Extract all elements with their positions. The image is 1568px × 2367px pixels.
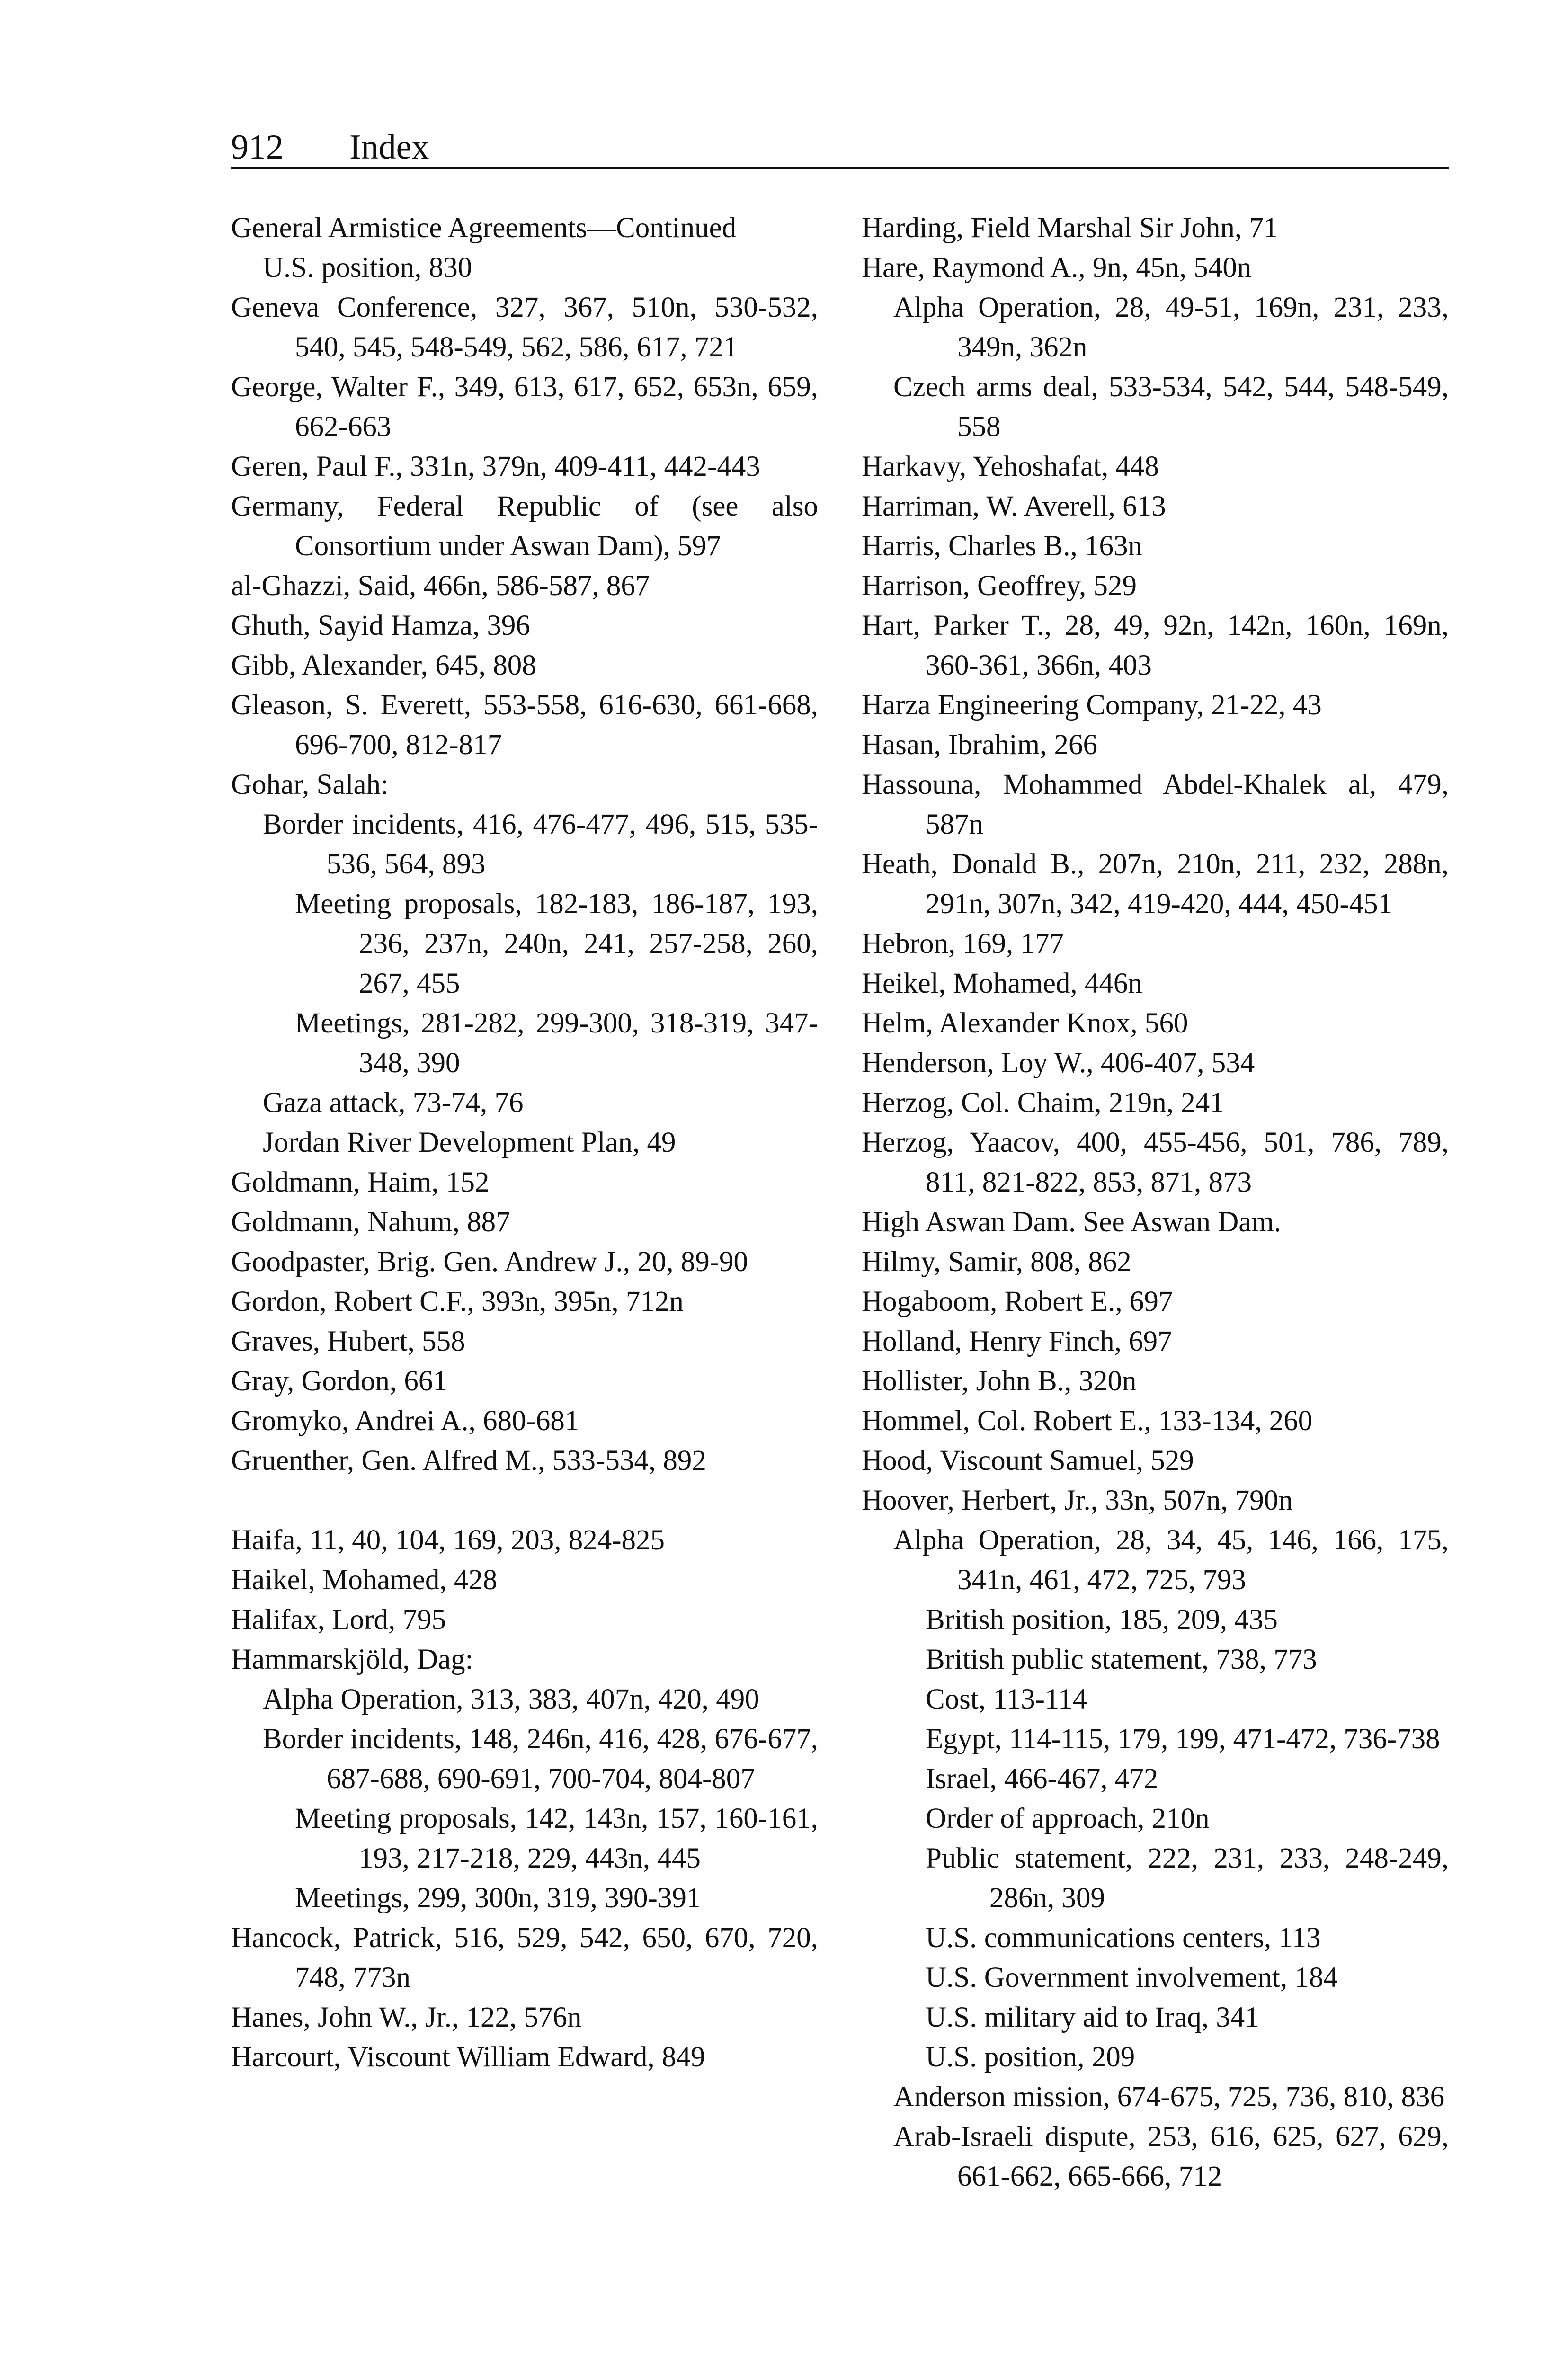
running-header	[231, 124, 1449, 169]
index-entry: Henderson, Loy W., 406-407, 534	[862, 1047, 1255, 1079]
index-entry: Gibb, Alexander, 645, 808	[231, 650, 536, 681]
index-entry: Ghuth, Sayid Hamza, 396	[231, 610, 530, 641]
index-entry: Harding, Field Marshal Sir John, 71	[862, 212, 1278, 244]
index-entry: British position, 185, 209, 435	[926, 1604, 1278, 1636]
index-entry: Public statement, 222, 231, 233, 248-249, 286n, 309	[926, 1842, 1449, 1914]
index-entry: Hebron, 169, 177	[862, 928, 1064, 960]
index-entry: Hammarskjöld, Dag:	[231, 1644, 473, 1675]
index-entry: Harrison, Geoffrey, 529	[862, 570, 1137, 602]
index-entry: Halifax, Lord, 795	[231, 1604, 446, 1636]
index-entry: Heath, Donald B., 207n, 210n, 211, 232, 288n, 291n, 307n, 342, 419-420, 444, 450-451	[862, 848, 1449, 920]
index-entry: Hare, Raymond A., 9n, 45n, 540n	[862, 252, 1252, 284]
page-title: Index	[349, 128, 429, 167]
index-entry: Gaza attack, 73-74, 76	[263, 1087, 524, 1119]
index-entry: Herzog, Col. Chaim, 219n, 241	[862, 1087, 1224, 1119]
index-entry: George, Walter F., 349, 613, 617, 652, 653n, 659, 662-663	[231, 371, 818, 443]
index-entry: Gray, Gordon, 661	[231, 1365, 447, 1397]
index-entry: Gruenther, Gen. Alfred M., 533-534, 892	[231, 1445, 706, 1477]
index-entry: Gordon, Robert C.F., 393n, 395n, 712n	[231, 1286, 684, 1317]
index-column-left	[231, 208, 818, 2077]
index-entry: Border incidents, 416, 476-477, 496, 515, 535-536, 564, 893	[263, 809, 818, 880]
index-entry: Hancock, Patrick, 516, 529, 542, 650, 670, 720, 748, 773n	[231, 1922, 818, 1993]
index-entry: Hood, Viscount Samuel, 529	[862, 1445, 1194, 1477]
index-entry: Border incidents, 148, 246n, 416, 428, 676-677, 687-688, 690-691, 700-704, 804-807	[263, 1723, 818, 1795]
index-entry: Egypt, 114-115, 179, 199, 471-472, 736-738	[926, 1723, 1440, 1755]
index-entry: Jordan River Development Plan, 49	[263, 1127, 676, 1158]
index-entry: High Aswan Dam. See Aswan Dam.	[862, 1206, 1282, 1238]
index-entry: Harriman, W. Averell, 613	[862, 490, 1166, 522]
index-entry: Harcourt, Viscount William Edward, 849	[231, 2041, 705, 2073]
index-entry: British public statement, 738, 773	[926, 1644, 1317, 1675]
index-entry: Goldmann, Nahum, 887	[231, 1206, 510, 1238]
index-entry: Hollister, John B., 320n	[862, 1365, 1137, 1397]
index-entry: Germany, Federal Republic of (see also Consortium under Aswan Dam), 597	[231, 490, 818, 562]
index-entry: U.S. position, 830	[263, 252, 472, 284]
index-entry: Gohar, Salah:	[231, 769, 389, 801]
index-column-right	[862, 208, 1449, 2197]
index-entry: Anderson mission, 674-675, 725, 736, 810, 836	[893, 2081, 1445, 2113]
index-entry: Heikel, Mohamed, 446n	[862, 968, 1142, 999]
index-entry: al-Ghazzi, Said, 466n, 586-587, 867	[231, 570, 650, 602]
index-entry: Haifa, 11, 40, 104, 169, 203, 824-825	[231, 1524, 665, 1556]
index-entry: Gromyko, Andrei A., 680-681	[231, 1405, 579, 1437]
index-entry: Graves, Hubert, 558	[231, 1326, 465, 1357]
index-entry: Hassouna, Mohammed Abdel-Khalek al, 479, 587n	[862, 769, 1449, 840]
index-entry: Alpha Operation, 28, 34, 45, 146, 166, 175, 341n, 461, 472, 725, 793	[893, 1524, 1449, 1596]
index-entry: Herzog, Yaacov, 400, 455-456, 501, 786, 789, 811, 821-822, 853, 871, 873	[862, 1127, 1449, 1198]
index-entry: Meeting proposals, 142, 143n, 157, 160-161, 193, 217-218, 229, 443n, 445	[295, 1803, 818, 1874]
index-entry: Hasan, Ibrahim, 266	[862, 729, 1098, 761]
index-entry: Harkavy, Yehoshafat, 448	[862, 451, 1159, 482]
index-entry: U.S. military aid to Iraq, 341	[926, 2002, 1259, 2033]
index-entry: Hoover, Herbert, Jr., 33n, 507n, 790n	[862, 1485, 1293, 1516]
index-entry: Cost, 113-114	[926, 1683, 1087, 1715]
index-entry: U.S. position, 209	[926, 2041, 1135, 2073]
index-entry: Holland, Henry Finch, 697	[862, 1326, 1172, 1357]
index-entry: Harris, Charles B., 163n	[862, 530, 1142, 562]
index-entry: Hart, Parker T., 28, 49, 92n, 142n, 160n, 169n, 360-361, 366n, 403	[862, 610, 1449, 681]
page-number: 912	[231, 128, 284, 167]
index-entry: Hogaboom, Robert E., 697	[862, 1286, 1173, 1317]
index-entry: Goldmann, Haim, 152	[231, 1166, 490, 1198]
index-entry: Order of approach, 210n	[926, 1803, 1210, 1834]
section-gap	[231, 1481, 818, 1521]
index-entry: Hilmy, Samir, 808, 862	[862, 1246, 1131, 1278]
index-entry: Czech arms deal, 533-534, 542, 544, 548-549, 558	[893, 371, 1449, 443]
index-entry: Arab-Israeli dispute, 253, 616, 625, 627, 629, 661-662, 665-666, 712	[893, 2121, 1449, 2192]
index-entry: Geneva Conference, 327, 367, 510n, 530-532, 540, 545, 548-549, 562, 586, 617, 721	[231, 292, 818, 363]
index-entry: Meetings, 281-282, 299-300, 318-319, 347-348, 390	[295, 1007, 818, 1079]
index-entry: Goodpaster, Brig. Gen. Andrew J., 20, 89-90	[231, 1246, 748, 1278]
index-entry: Alpha Operation, 28, 49-51, 169n, 231, 233, 349n, 362n	[893, 292, 1449, 363]
index-entry: Hommel, Col. Robert E., 133-134, 260	[862, 1405, 1313, 1437]
index-entry: U.S. communications centers, 113	[926, 1922, 1321, 1954]
index-entry: Helm, Alexander Knox, 560	[862, 1007, 1188, 1039]
index-entry: Geren, Paul F., 331n, 379n, 409-411, 442-443	[231, 451, 760, 482]
index-entry: Israel, 466-467, 472	[926, 1763, 1158, 1795]
index-entry: Hanes, John W., Jr., 122, 576n	[231, 2002, 582, 2033]
index-entry: Meeting proposals, 182-183, 186-187, 193, 236, 237n, 240n, 241, 257-258, 260, 267, 455	[295, 888, 818, 999]
index-entry: General Armistice Agreements—Continued	[231, 212, 737, 244]
index-entry: Alpha Operation, 313, 383, 407n, 420, 490	[263, 1683, 759, 1715]
index-entry: Gleason, S. Everett, 553-558, 616-630, 661-668, 696-700, 812-817	[231, 689, 818, 761]
index-entry: Meetings, 299, 300n, 319, 390-391	[295, 1882, 701, 1914]
index-entry: Harza Engineering Company, 21-22, 43	[862, 689, 1322, 721]
index-entry: U.S. Government involvement, 184	[926, 1962, 1338, 1993]
index-entry: Haikel, Mohamed, 428	[231, 1564, 498, 1596]
